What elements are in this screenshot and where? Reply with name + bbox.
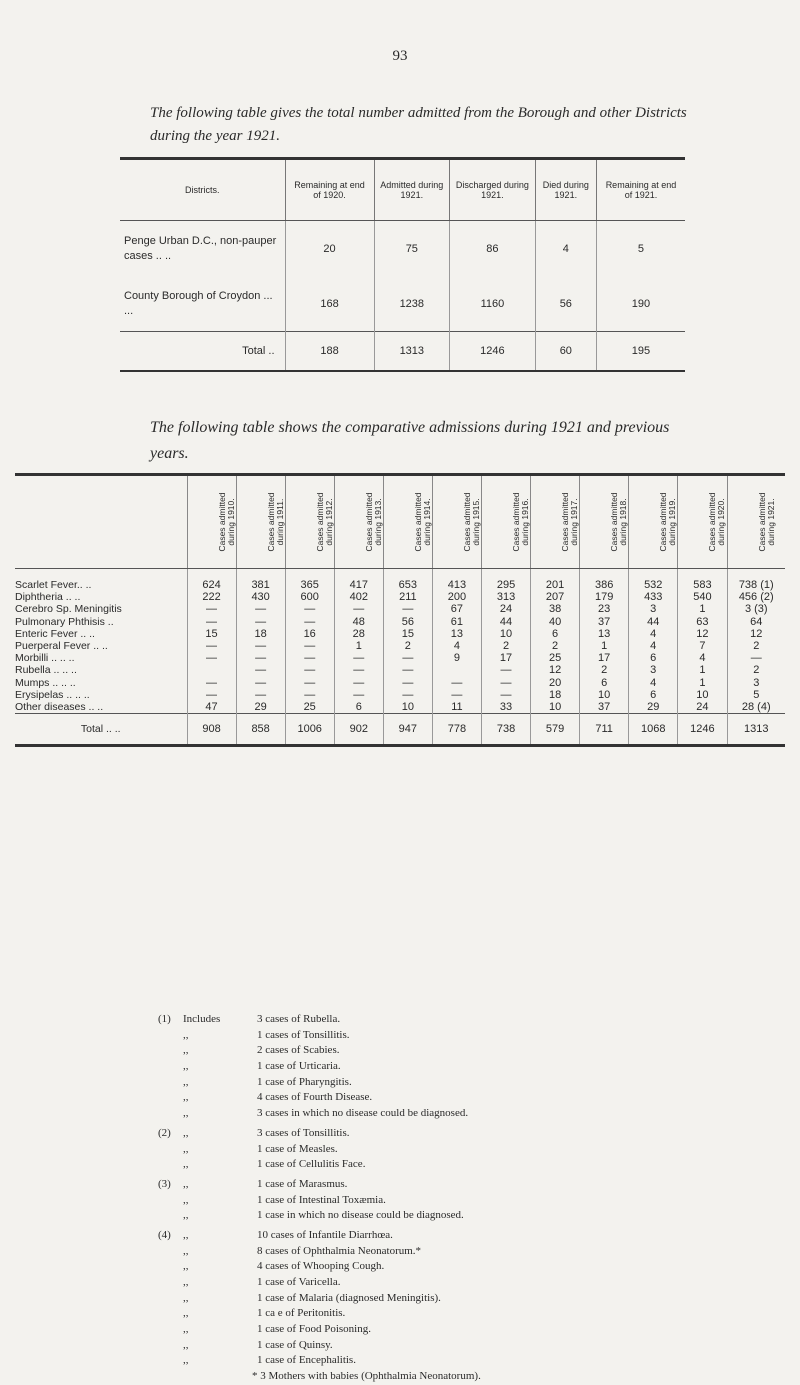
table2-cell: 211 xyxy=(383,591,432,603)
table2-cell: — xyxy=(187,616,236,628)
table2-year-header-text: Cases admitted during 1919. xyxy=(658,492,678,552)
table2-cell: 4 xyxy=(629,677,678,689)
table2-year-header xyxy=(727,475,785,569)
table2-cell: — xyxy=(432,677,481,689)
table2-total-cell: 1313 xyxy=(727,714,785,746)
table2-cell: — xyxy=(236,616,285,628)
table1-cell: 5 xyxy=(596,221,685,277)
table2-cell: — xyxy=(187,652,236,664)
table2-cell: 295 xyxy=(481,569,530,592)
table2-cell: 2 xyxy=(727,664,785,676)
footnote-prefix: ,, xyxy=(183,1354,189,1367)
table2-cell: 67 xyxy=(432,603,481,615)
footnote-prefix: ,, xyxy=(183,1276,189,1288)
table2-cell: 1 xyxy=(678,603,727,615)
table1-row xyxy=(120,276,685,332)
footnote-line xyxy=(0,1193,800,1209)
table2-year-header-text: Cases admitted during 1910. xyxy=(216,492,236,552)
table2-cell: 25 xyxy=(285,701,334,714)
footnote-prefix: ,, xyxy=(183,1126,189,1139)
table1-header: Remaining at end of 1920. xyxy=(285,159,374,221)
table2-year-header-text: Cases admitted during 1916. xyxy=(510,492,530,552)
table2-cell: 3 xyxy=(727,677,785,689)
table2-cell: 37 xyxy=(580,701,629,714)
table2-cell: 6 xyxy=(629,652,678,664)
table1-total-cell: 60 xyxy=(535,332,596,372)
table2-cell: 417 xyxy=(334,569,383,592)
table2-cell: 12 xyxy=(531,664,580,676)
footnote-prefix: ,, xyxy=(183,1291,189,1304)
footnote-text: 10 cases of Infantile Diarrhœa. xyxy=(257,1228,393,1241)
table2-cell: 12 xyxy=(727,628,785,640)
table2-row xyxy=(15,652,785,664)
table2-cell: 4 xyxy=(629,640,678,652)
table1-cell: 1160 xyxy=(450,276,536,332)
table2-year-header xyxy=(236,475,285,569)
disease-name: Pulmonary Phthisis .. xyxy=(15,615,114,628)
footnote-text: 8 cases of Ophthalmia Neonatorum.* xyxy=(257,1244,422,1257)
table2-cell: 13 xyxy=(580,628,629,640)
table2-cell: 201 xyxy=(531,569,580,592)
footnote-line xyxy=(0,1369,800,1385)
table2-year-header xyxy=(580,475,629,569)
table2-cell: 64 xyxy=(727,616,785,628)
footnote-text: 1 ca e of Peritonitis. xyxy=(257,1307,346,1320)
table2-cell: 600 xyxy=(285,591,334,603)
table2-cell: 624 xyxy=(187,569,236,592)
table2-cell: — xyxy=(285,640,334,652)
footnote-text: 3 cases of Rubella. xyxy=(257,1013,341,1025)
footnote-line xyxy=(0,1322,800,1338)
table2-total-cell: 947 xyxy=(383,714,432,746)
footnote-text: 4 cases of Whooping Cough. xyxy=(257,1260,385,1273)
table2-year-header-text: Cases admitted during 1918. xyxy=(609,492,629,552)
table2-total-cell: 711 xyxy=(580,714,629,746)
table2-cell: 18 xyxy=(236,628,285,640)
table2-year-header xyxy=(531,475,580,569)
table2-cell: 10 xyxy=(383,701,432,714)
table2-cell: 1 xyxy=(678,664,727,676)
table2-cell: 365 xyxy=(285,569,334,592)
footnote-line xyxy=(0,1353,800,1369)
table2-cell: 44 xyxy=(629,616,678,628)
table2-total-cell: 1068 xyxy=(629,714,678,746)
footnote-text: 1 case of Food Poisoning. xyxy=(257,1323,371,1336)
table2-cell: 402 xyxy=(334,591,383,603)
footnote-prefix: ,, xyxy=(183,1260,189,1273)
table2-cell: 10 xyxy=(580,689,629,701)
table2-total-row xyxy=(15,714,785,746)
footnote-line xyxy=(0,1228,800,1244)
table2-cell: 433 xyxy=(629,591,678,603)
footnote-text: 1 case of Encephalitis. xyxy=(257,1354,356,1367)
table1-cell: 1238 xyxy=(374,276,450,332)
table2-row xyxy=(15,603,785,615)
footnote-prefix: ,, xyxy=(183,1209,189,1222)
table2-cell: 38 xyxy=(531,603,580,615)
table2-row xyxy=(15,591,785,603)
table2-year-header-text: Cases admitted during 1915. xyxy=(461,492,481,552)
footnote-prefix: ,, xyxy=(183,1307,189,1320)
disease-name: Enteric Fever .. .. xyxy=(15,627,95,640)
table2-cell: 1 xyxy=(580,640,629,652)
footnote-number: (2) xyxy=(158,1126,171,1139)
footnote-number: (4) xyxy=(158,1228,171,1241)
table2-cell: 15 xyxy=(187,628,236,640)
footnote-line xyxy=(0,1090,800,1106)
table2-cell: — xyxy=(187,640,236,652)
table2-cell: — xyxy=(236,689,285,701)
footnote-prefix: ,, xyxy=(183,1142,189,1155)
table2-total-cell: 902 xyxy=(334,714,383,746)
disease-name: Cerebro Sp. Meningitis xyxy=(15,603,122,616)
table2-cell: — xyxy=(334,677,383,689)
table2-cell: 63 xyxy=(678,616,727,628)
table2-total-cell: 778 xyxy=(432,714,481,746)
page-number: 93 xyxy=(392,48,408,64)
table2-cell: — xyxy=(285,664,334,676)
star-note: * 3 Mothers with babies (Ophthalmia Neonatorum). xyxy=(252,1370,481,1383)
total-label: Total .. .. xyxy=(15,714,187,746)
table2-cell: 11 xyxy=(432,701,481,714)
table2-row xyxy=(15,664,785,676)
table2-cell: 10 xyxy=(678,689,727,701)
footnote-line xyxy=(0,1338,800,1354)
table2-total-cell: 738 xyxy=(481,714,530,746)
table2-cell: 653 xyxy=(383,569,432,592)
table2-year-header xyxy=(383,475,432,569)
table2-cell: 2 xyxy=(531,640,580,652)
table2-cell: 583 xyxy=(678,569,727,592)
table1-cell: 190 xyxy=(596,276,685,332)
footnote-text: 1 case of Malaria (diagnosed Meningitis). xyxy=(257,1291,441,1304)
table2-year-header xyxy=(481,475,530,569)
table2-cell: 3 xyxy=(629,664,678,676)
table2-cell: — xyxy=(236,652,285,664)
table2-cell: 40 xyxy=(531,616,580,628)
table2-year-header-text: Cases admitted during 1917. xyxy=(560,492,580,552)
table2-row xyxy=(15,616,785,628)
footnote-prefix: ,, xyxy=(183,1075,189,1088)
table2-cell: — xyxy=(285,677,334,689)
table2-cell: 1 xyxy=(678,677,727,689)
footnote-line xyxy=(0,1126,800,1142)
intro-paragraph-2: The following table shows the comparative admissions during 1921 and previous years. xyxy=(150,419,670,462)
table2-cell: — xyxy=(285,652,334,664)
table2-cell: 29 xyxy=(629,701,678,714)
table2-cell: 6 xyxy=(629,689,678,701)
footnote-line xyxy=(0,1306,800,1322)
table2-cell: — xyxy=(432,689,481,701)
disease-name: Morbilli .. .. .. xyxy=(15,652,75,665)
table2-year-header-text: Cases admitted during 1920. xyxy=(707,492,727,552)
footnote-prefix: ,, xyxy=(183,1158,189,1171)
table2-cell: — xyxy=(285,603,334,615)
table2-cell: — xyxy=(236,640,285,652)
table2-cell: 532 xyxy=(629,569,678,592)
table2-cell: 16 xyxy=(285,628,334,640)
table2-cell: — xyxy=(334,652,383,664)
table2-cell: — xyxy=(285,689,334,701)
total-label: Total .. xyxy=(120,332,285,372)
table2-cell: 17 xyxy=(580,652,629,664)
table2-cell: 413 xyxy=(432,569,481,592)
disease-name: Diphtheria .. .. xyxy=(15,591,81,604)
district-name: Penge Urban D.C., non-pauper cases .. .. xyxy=(124,234,277,262)
footnote-prefix: ,, xyxy=(183,1177,189,1190)
footnote-line xyxy=(0,1291,800,1307)
footnotes xyxy=(0,1012,800,1385)
footnote-line xyxy=(0,1259,800,1275)
table2-cell: 3 (3) xyxy=(727,603,785,615)
footnote-text: 1 case of Quinsy. xyxy=(257,1338,333,1351)
table2-total-cell: 858 xyxy=(236,714,285,746)
disease-name: Puerperal Fever .. .. xyxy=(15,640,108,653)
table2-total-cell: 579 xyxy=(531,714,580,746)
footnote-line xyxy=(0,1177,800,1193)
table2-cell: — xyxy=(285,616,334,628)
disease-name: Scarlet Fever.. .. xyxy=(15,579,92,592)
footnote-prefix: ,, xyxy=(183,1323,189,1336)
table2-year-header-text: Cases admitted during 1911. xyxy=(265,492,285,552)
table2-cell: — xyxy=(481,677,530,689)
footnote-line xyxy=(0,1244,800,1260)
table2-cell: 13 xyxy=(432,628,481,640)
table2-header-blank xyxy=(15,475,187,569)
table2-cell: 29 xyxy=(236,701,285,714)
table1-total-cell: 1313 xyxy=(374,332,450,372)
table2-cell: 4 xyxy=(432,640,481,652)
table2-cell: 5 xyxy=(727,689,785,701)
table2-cell: 6 xyxy=(531,628,580,640)
table2-cell: 456 (2) xyxy=(727,591,785,603)
table2-cell: 4 xyxy=(629,628,678,640)
table2-cell: 23 xyxy=(580,603,629,615)
footnote-line xyxy=(0,1142,800,1158)
table1-header: Districts. xyxy=(120,159,285,221)
table2-row xyxy=(15,628,785,640)
table2-cell: 200 xyxy=(432,591,481,603)
table2-cell xyxy=(432,664,481,676)
table2-cell: 24 xyxy=(678,701,727,714)
table2-cell: 430 xyxy=(236,591,285,603)
intro-paragraph-1: The following table gives the total number admitted from the Borough and other Districts during the year 1921. xyxy=(150,105,687,144)
footnote-text: 1 case of Pharyngitis. xyxy=(257,1075,352,1088)
table1-header: Discharged during 1921. xyxy=(450,159,536,221)
table2-cell: 4 xyxy=(678,652,727,664)
footnote-number: (1) xyxy=(158,1013,171,1025)
table2-cell: — xyxy=(236,677,285,689)
table2-row xyxy=(15,677,785,689)
table2-row xyxy=(15,689,785,701)
table2-cell: 56 xyxy=(383,616,432,628)
table2-cell xyxy=(187,664,236,676)
table2-cell: 33 xyxy=(481,701,530,714)
table1-cell: 4 xyxy=(535,221,596,277)
footnote-text: 1 cases of Tonsillitis. xyxy=(257,1028,350,1041)
table1-total-cell: 188 xyxy=(285,332,374,372)
footnote-line xyxy=(0,1028,800,1044)
table2-year-header xyxy=(629,475,678,569)
table2-cell: 7 xyxy=(678,640,727,652)
table1-header: Died during 1921. xyxy=(535,159,596,221)
footnote-prefix: ,, xyxy=(183,1244,189,1257)
footnote-text: 1 case of Measles. xyxy=(257,1142,338,1155)
table1-total-row xyxy=(120,332,685,372)
table2-cell: — xyxy=(383,677,432,689)
footnote-prefix: ,, xyxy=(183,1060,189,1073)
footnote-line xyxy=(0,1059,800,1075)
table2-row xyxy=(15,569,785,592)
table2-cell: 17 xyxy=(481,652,530,664)
table2-cell: — xyxy=(187,603,236,615)
footnote-line xyxy=(0,1208,800,1224)
table2-cell: 2 xyxy=(383,640,432,652)
table2-cell: 386 xyxy=(580,569,629,592)
table2-year-header-text: Cases admitted during 1921. xyxy=(756,492,776,552)
table2-year-header xyxy=(334,475,383,569)
table2-cell: 61 xyxy=(432,616,481,628)
table2-cell: 37 xyxy=(580,616,629,628)
table2-cell: 28 (4) xyxy=(727,701,785,714)
table2-cell: 313 xyxy=(481,591,530,603)
table1-cell: 168 xyxy=(285,276,374,332)
table1-total-cell: 195 xyxy=(596,332,685,372)
comparative-admissions-table xyxy=(15,473,785,747)
footnote-text: 2 cases of Scabies. xyxy=(257,1044,340,1057)
table2-cell: — xyxy=(383,652,432,664)
table2-cell: 25 xyxy=(531,652,580,664)
table2-cell: 1 xyxy=(334,640,383,652)
table2-year-header xyxy=(187,475,236,569)
footnote-prefix: ,, xyxy=(183,1107,189,1120)
table2-cell: 44 xyxy=(481,616,530,628)
table2-year-header xyxy=(285,475,334,569)
table1-header: Remaining at end of 1921. xyxy=(596,159,685,221)
table2-cell: — xyxy=(334,664,383,676)
table2-cell: 179 xyxy=(580,591,629,603)
table2-cell: 9 xyxy=(432,652,481,664)
table2-row xyxy=(15,701,785,714)
table1-cell: 86 xyxy=(450,221,536,277)
table2-cell: — xyxy=(481,689,530,701)
table2-cell: — xyxy=(334,689,383,701)
table1-cell: 56 xyxy=(535,276,596,332)
table1-total-cell: 1246 xyxy=(450,332,536,372)
footnote-prefix: ,, xyxy=(183,1338,189,1351)
table2-total-cell: 908 xyxy=(187,714,236,746)
footnote-number: (3) xyxy=(158,1177,171,1190)
table2-cell: 18 xyxy=(531,689,580,701)
disease-name: Mumps .. .. .. xyxy=(15,676,76,689)
table2-row xyxy=(15,640,785,652)
footnote-text: 1 case of Cellulitis Face. xyxy=(257,1158,366,1171)
footnote-prefix: ,, xyxy=(183,1091,189,1104)
table2-cell: 3 xyxy=(629,603,678,615)
table2-cell: 2 xyxy=(481,640,530,652)
table2-cell: — xyxy=(187,677,236,689)
table2-cell: — xyxy=(236,603,285,615)
footnote-prefix: ,, xyxy=(183,1193,189,1206)
table2-total-cell: 1006 xyxy=(285,714,334,746)
table2-cell: 738 (1) xyxy=(727,569,785,592)
table2-cell: — xyxy=(383,603,432,615)
footnote-prefix: Includes xyxy=(183,1013,221,1025)
table2-cell: — xyxy=(187,689,236,701)
footnote-text: 1 case of Marasmus. xyxy=(257,1177,348,1190)
footnote-prefix: ,, xyxy=(183,1228,189,1241)
footnote-line xyxy=(0,1106,800,1122)
table2-cell: 47 xyxy=(187,701,236,714)
table2-cell: — xyxy=(236,664,285,676)
footnote-text: 1 case of Urticaria. xyxy=(257,1060,341,1073)
table2-cell: 540 xyxy=(678,591,727,603)
footnote-line xyxy=(0,1012,800,1028)
footnote-text: 3 cases of Tonsillitis. xyxy=(257,1126,350,1139)
footnote-text: 4 cases of Fourth Disease. xyxy=(257,1091,373,1104)
table2-cell: 10 xyxy=(531,701,580,714)
table2-cell: 20 xyxy=(531,677,580,689)
table2-cell: — xyxy=(383,689,432,701)
footnote-text: 1 case of Varicella. xyxy=(257,1276,341,1288)
footnote-line xyxy=(0,1275,800,1291)
table2-cell: 48 xyxy=(334,616,383,628)
table1-row xyxy=(120,221,685,277)
footnote-line xyxy=(0,1043,800,1059)
table1-cell: 75 xyxy=(374,221,450,277)
table2-cell: — xyxy=(383,664,432,676)
footnote-prefix: ,, xyxy=(183,1028,189,1041)
table2-cell: 28 xyxy=(334,628,383,640)
table2-cell: 24 xyxy=(481,603,530,615)
table2-cell: — xyxy=(334,603,383,615)
table1-cell: 20 xyxy=(285,221,374,277)
table2-cell: 222 xyxy=(187,591,236,603)
table2-cell: 381 xyxy=(236,569,285,592)
disease-name: Other diseases .. .. xyxy=(15,700,104,713)
footnote-text: 1 case in which no disease could be diagnosed. xyxy=(257,1209,464,1222)
table2-cell: 2 xyxy=(727,640,785,652)
table2-cell: 207 xyxy=(531,591,580,603)
footnote-text: 1 case of Intestinal Toxæmia. xyxy=(257,1193,386,1206)
table2-total-cell: 1246 xyxy=(678,714,727,746)
table2-cell: — xyxy=(481,664,530,676)
footnote-prefix: ,, xyxy=(183,1044,189,1057)
disease-name: Rubella .. .. .. xyxy=(15,664,77,677)
table2-cell: 6 xyxy=(580,677,629,689)
table2-year-header xyxy=(678,475,727,569)
table2-year-header xyxy=(432,475,481,569)
table2-cell: — xyxy=(727,652,785,664)
table2-cell: 6 xyxy=(334,701,383,714)
footnote-line xyxy=(0,1075,800,1091)
table2-cell: 2 xyxy=(580,664,629,676)
table2-cell: 10 xyxy=(481,628,530,640)
table2-year-header-text: Cases admitted during 1912. xyxy=(314,492,334,552)
footnote-line xyxy=(0,1157,800,1173)
district-name: County Borough of Croydon ... ... xyxy=(124,289,273,317)
footnote-text: 3 cases in which no disease could be diagnosed. xyxy=(257,1107,469,1120)
table2-year-header-text: Cases admitted during 1913. xyxy=(363,492,383,552)
disease-name: Erysipelas .. .. .. xyxy=(15,688,90,701)
table1-header: Admitted during 1921. xyxy=(374,159,450,221)
table2-cell: 12 xyxy=(678,628,727,640)
districts-table xyxy=(120,157,685,372)
table2-cell: 15 xyxy=(383,628,432,640)
table2-year-header-text: Cases admitted during 1914. xyxy=(412,492,432,552)
